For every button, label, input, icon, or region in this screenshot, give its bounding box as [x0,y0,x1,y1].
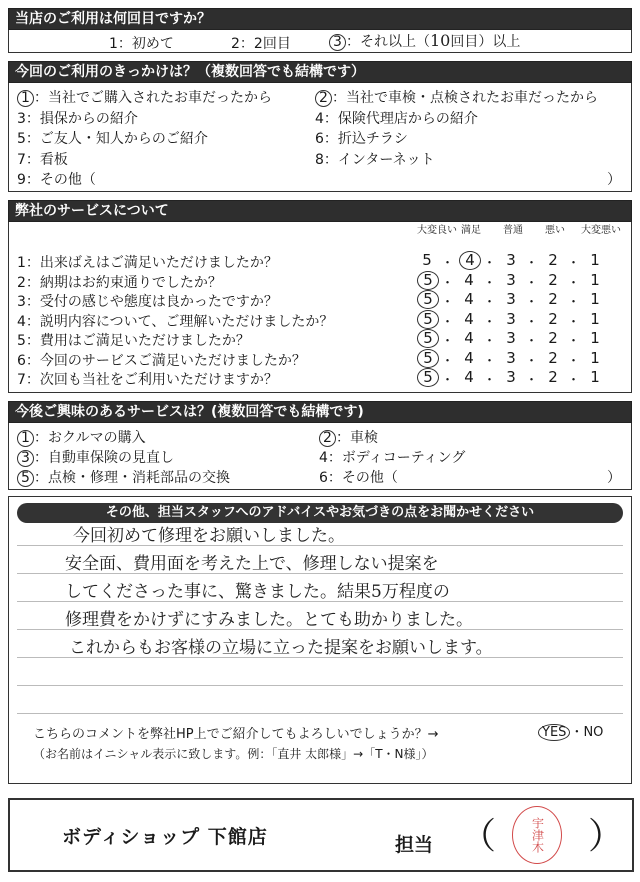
q4-option-label: ：自動車保険の見直し [34,450,174,466]
q4-option-label: ：ボディコーティング [327,450,466,466]
rating-option-5[interactable]: 5 [422,251,432,269]
rating-separator: ・ [567,353,581,369]
rating-separator: ・ [441,353,455,369]
q2-option-number: 3 [17,110,26,127]
rating-separator: ・ [483,353,497,369]
q3-item-label: 1：出来ばえはご満足いただけましたか？ [17,255,278,271]
rating-option-1[interactable]: 1 [590,368,600,386]
staff-open-paren: （ [460,816,497,857]
q4-option-number: 3 [17,450,34,467]
q4-box [8,423,632,490]
rating-option-1[interactable]: 1 [590,290,600,308]
q1-count-handwritten: 10 [430,31,451,50]
q3-item-label: 5：費用はご満足いただけましたか？ [17,333,250,349]
rating-option-3[interactable]: 3 [506,348,516,367]
rating-option-5[interactable]: 5 [417,310,439,329]
handwritten-line: 今回初めて修理をお願いしました。 [73,526,345,546]
rating-separator: ・ [525,295,539,310]
rating-separator: ・ [483,334,497,349]
rating-separator: ・ [525,275,539,291]
q1-note-handwritten: 以上 [492,34,521,50]
rating-option-4[interactable]: 4 [464,309,474,328]
q1-option-2[interactable]: 2：2回目 [231,36,291,52]
rating-separator: ・ [567,275,581,291]
q4-option-2[interactable] [319,427,378,447]
q3-item-label: 4：説明内容について、ご理解いただけましたか？ [17,313,334,330]
rating-option-3[interactable]: 3 [506,309,516,328]
rating-separator: ・ [483,256,497,271]
rating-option-5[interactable]: 5 [417,349,439,368]
scale-label-3: 普通 [503,225,523,236]
q4-option-label: ：おクルマの購入 [34,430,146,446]
q5-header: その他、担当スタッフへのアドバイスやお気づきの点をお聞かせください [17,503,623,523]
consent-no[interactable]: NO [583,725,604,740]
q2-option-number: 6 [315,131,324,147]
rating-separator: ・ [441,373,455,388]
q2-option-label: ：保険代理店からの紹介 [323,110,478,127]
ruled-line [17,713,623,714]
rating-option-2[interactable]: 2 [548,368,558,386]
q5-box [8,496,632,784]
q2-option-4[interactable] [315,108,478,128]
q4-option-4[interactable] [319,447,465,467]
rating-separator: ・ [525,314,539,330]
rating-separator: ・ [441,256,455,271]
rating-separator: ・ [525,353,539,369]
staff-close-paren: ） [588,816,625,857]
q4-option-number: 4 [319,450,328,466]
q2-option-label: ：看板 [25,151,68,168]
rating-separator: ・ [567,314,581,330]
q1-box [8,30,632,53]
rating-option-3[interactable]: 3 [506,270,516,289]
rating-option-2[interactable]: 2 [548,290,558,308]
q1-option-3-circle: 3 [329,34,346,51]
q3-header: 弊社のサービスについて [8,200,632,222]
rating-option-4[interactable]: 4 [464,290,474,308]
staff-label: 担当 [395,834,434,856]
rating-option-5[interactable]: 5 [417,290,439,309]
q2-option-label: ：当社でご購入されたお車だったから [34,90,272,106]
rating-separator: ・ [441,295,455,310]
rating-option-3[interactable]: 3 [506,329,516,347]
scale-label-4: 満足 [461,225,481,236]
handwritten-line: 安全面、費用面を考えた上で、修理しない提案を [65,554,439,574]
rating-option-1[interactable]: 1 [590,309,600,328]
consent-question: こちらのコメントを弊社HP上でご紹介してもよろしいでしょうか？→ [33,727,439,742]
survey-sheet [8,8,632,857]
rating-option-2[interactable]: 2 [548,348,558,367]
q3-item-label: 6：今回のサービスご満足いただけましたか？ [17,352,306,369]
rating-separator: ・ [441,275,455,291]
q1-option-1[interactable]: 1：初めて [109,36,174,52]
scale-label-1: 大変悪い [581,225,621,236]
rating-separator: ・ [525,334,539,349]
q2-option-number: 2 [315,90,332,107]
rating-option-1[interactable]: 1 [590,251,600,269]
q2-option-label: ：インターネット [323,151,435,168]
q4-option-3[interactable] [17,447,174,467]
rating-option-3[interactable]: 3 [506,251,516,269]
rating-separator: ・ [483,373,497,388]
rating-separator: ・ [567,295,581,310]
shop-name: ボディショップ 下館店 [62,826,268,848]
q3-box [8,222,632,393]
rating-separator: ・ [483,295,497,310]
q2-option-label: ：折込チラシ [323,131,408,147]
rating-option-2[interactable]: 2 [548,309,558,328]
q4-option-number: 2 [319,430,336,447]
rating-separator: ・ [441,334,455,349]
rating-separator: ・ [525,256,539,271]
rating-option-5[interactable]: 5 [417,368,439,387]
q4-other-close: ） [607,470,621,486]
q3-item-label: 7：次回も当社をご利用いただけますか？ [17,372,278,388]
handwritten-line: これからもお客様の立場に立った提案をお願いします。 [69,638,493,658]
rating-option-1[interactable]: 1 [590,270,600,289]
q4-header: 今後ご興味のあるサービスは？(複数回答でも結構です) [8,401,632,423]
q2-option-number: 8 [315,151,324,168]
handwritten-line: 修理費をかけずにすみました。とても助かりました。 [65,610,473,630]
q2-option-label: ：当社で車検・点検されたお車だったから [332,90,598,106]
q4-option-label: ：車検 [336,430,378,446]
q2-option-5[interactable] [17,128,208,148]
q2-option-number: 4 [315,110,324,127]
initials-note: （お名前はイニシャル表示に致します。例：「直井 太郎様」→「T・N様」） [33,747,434,761]
staff-stamp: 宇津木 [512,806,562,864]
ruled-line [17,685,623,686]
rating-option-1[interactable]: 1 [590,329,600,347]
rating-option-5[interactable]: 5 [417,271,439,290]
q2-option-label: ：ご友人・知人からのご紹介 [25,131,208,147]
q2-option-8[interactable] [315,149,435,169]
rating-option-2[interactable]: 2 [548,270,558,289]
q4-option-1[interactable] [17,427,146,447]
rating-option-3[interactable]: 3 [506,368,516,386]
q2-option-2[interactable] [315,87,598,107]
rating-separator: ・ [525,373,539,388]
rating-separator: ・ [483,314,497,330]
rating-option-4[interactable]: 4 [464,270,474,289]
rating-option-5[interactable]: 5 [417,329,439,348]
q4-option-5[interactable] [17,467,230,487]
q1-header: 当店のご利用は何回目ですか？ [8,8,632,30]
q4-option-other[interactable]: 6：その他（ [319,470,398,486]
q2-option-7[interactable] [17,149,68,169]
rating-separator: ・ [483,275,497,291]
q1-option-3[interactable]: 3 ：それ以上（10回目）以上 [329,31,520,51]
handwritten-line: してくださった事に、驚きました。結果5万程度の [65,582,450,602]
rating-option-2[interactable]: 2 [548,251,558,269]
q4-option-number: 5 [17,470,34,487]
q2-option-3[interactable] [17,108,138,128]
q3-item-label: 3：受付の感じや態度は良かったですか？ [17,294,278,310]
consent-choice[interactable]: YES ・NO [538,721,603,741]
q2-option-6[interactable] [315,128,408,148]
scale-label-5: 大変良い [417,225,457,236]
rating-option-3[interactable]: 3 [506,290,516,308]
rating-option-2[interactable]: 2 [548,329,558,347]
q2-box [8,83,632,192]
q2-option-number: 1 [17,90,34,107]
q3-item-label: 2：納期はお約束通りでしたか？ [17,274,222,291]
q2-option-other[interactable]: 9：その他（ [17,172,96,188]
rating-option-4[interactable]: 4 [464,368,474,386]
rating-option-4[interactable]: 4 [464,348,474,367]
rating-separator: ・ [441,314,455,330]
rating-option-4[interactable]: 4 [464,329,474,347]
rating-separator: ・ [567,334,581,349]
scale-label-2: 悪い [545,225,565,236]
q2-option-label: ：損保からの紹介 [25,110,138,127]
q2-option-number: 7 [17,151,26,168]
q2-option-1[interactable] [17,87,272,107]
rating-separator: ・ [567,373,581,388]
q4-option-number: 1 [17,430,34,447]
q2-option-number: 5 [17,131,26,147]
footer-box [8,798,634,872]
consent-yes[interactable]: YES [538,724,570,741]
q4-option-label: ：点検・修理・消耗部品の交換 [34,470,230,486]
q2-other-close: ） [607,172,621,188]
q2-header: 今回のご利用のきっかけは？（複数回答でも結構です） [8,61,632,83]
rating-separator: ・ [567,256,581,271]
rating-option-1[interactable]: 1 [590,348,600,367]
rating-option-4[interactable]: 4 [459,251,481,270]
